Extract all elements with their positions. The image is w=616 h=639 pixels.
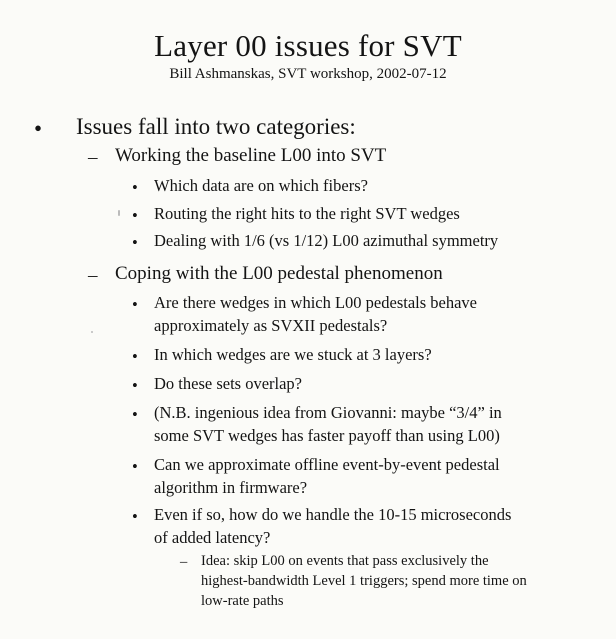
bullet-icon: • [132,295,138,314]
slide-title: Layer 00 issues for SVT [154,28,462,63]
slide-subtitle: Bill Ashmanskas, SVT workshop, 2002-07-12 [169,66,447,82]
list-item-line: algorithm in firmware? [154,478,308,497]
bullet-icon: • [132,347,138,366]
dash-icon: – [180,554,188,570]
dash-icon: – [88,147,98,168]
level1-text: Issues fall into two categories: [76,114,356,139]
bullet-icon: • [132,457,138,476]
bullet-icon: • [132,178,138,197]
list-item-line: Can we approximate offline event-by-event pedestal [154,455,500,474]
list-item-line: Are there wedges in which L00 pedestals behave [154,293,478,312]
list-item: Which data are on which fibers? [154,176,368,195]
group-heading: Coping with the L00 pedestal phenomenon [115,263,443,284]
group-heading: Working the baseline L00 into SVT [115,145,387,166]
subitem-line: Idea: skip L00 on events that pass exclusively the [201,553,489,569]
bullet-icon: • [34,116,43,141]
list-item: Dealing with 1/6 (vs 1/12) L00 azimuthal symmetry [154,231,499,250]
bullet-icon: • [132,233,138,252]
dash-icon: – [88,265,98,286]
list-item-line: (N.B. ingenious idea from Giovanni: maybe “3/4” in [154,403,502,422]
list-item-line: approximately as SVXII pedestals? [154,316,388,335]
bullet-icon: • [132,405,138,424]
bullet-icon: • [132,376,138,395]
subitem-line: highest-bandwidth Level 1 triggers; spend more time on [201,573,527,589]
subitem-line: low-rate paths [201,593,284,609]
list-item-line: some SVT wedges has faster payoff than using L00) [154,426,500,445]
list-item-line: Even if so, how do we handle the 10-15 microseconds [154,505,512,524]
list-item: In which wedges are we stuck at 3 layers? [154,345,432,364]
bullet-icon: • [132,507,138,526]
list-item: Routing the right hits to the right SVT wedges [154,204,460,223]
list-item: Do these sets overlap? [154,374,302,393]
scan-speck [118,210,120,216]
list-item-line: of added latency? [154,528,271,547]
scan-speck [91,331,93,333]
bullet-icon: • [132,206,138,225]
